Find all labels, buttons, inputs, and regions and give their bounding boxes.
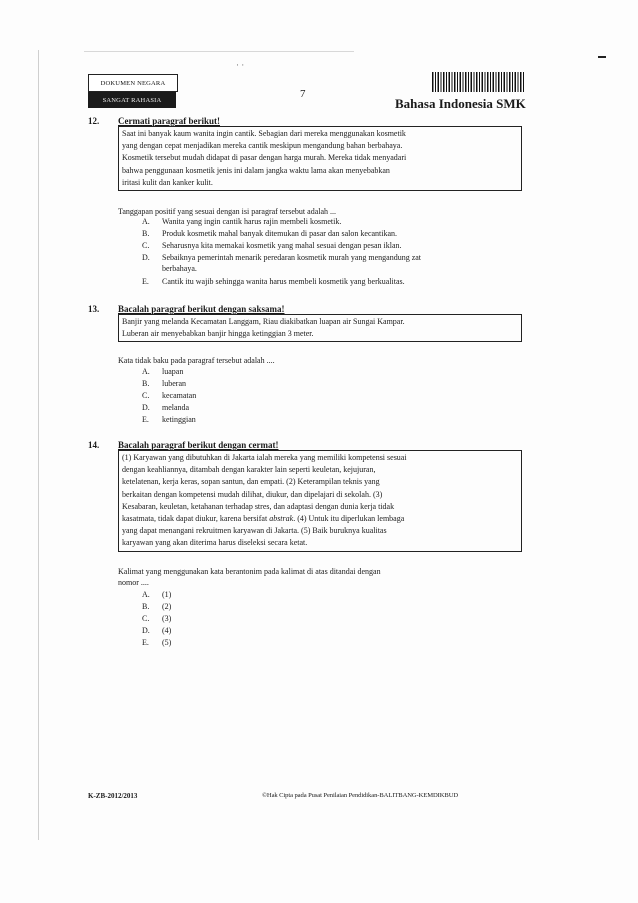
option-text-continued: berbahaya. <box>162 264 197 273</box>
passage-line: karyawan yang akan diterima harus diseleksi secara ketat. <box>122 538 308 548</box>
option-letter: E. <box>142 638 149 647</box>
question-14-heading: Bacalah paragraf berikut dengan cermat! <box>118 440 279 450</box>
option-letter: A. <box>142 590 150 599</box>
option-letter: C. <box>142 391 150 400</box>
option-text: luberan <box>162 379 186 388</box>
question-13-number: 13. <box>88 304 100 314</box>
document-label: DOKUMEN NEGARA <box>88 74 178 92</box>
option-text: melanda <box>162 403 190 412</box>
question-13-heading: Bacalah paragraf berikut dengan saksama! <box>118 304 285 314</box>
option-text: ketinggian <box>162 415 196 424</box>
question-13-prompt: Kata tidak baku pada paragraf tersebut adalah .... <box>118 356 275 365</box>
option-letter: B. <box>142 602 150 611</box>
passage-line: Luberan air menyebabkan banjir hingga ketinggian 3 meter. <box>122 329 314 339</box>
scan-edge-line <box>38 50 39 840</box>
option-letter: E. <box>142 415 149 424</box>
passage-line: yang dapat menangani rekruitmen karyawan di Jakarta. (5) Baik buruknya kualitas <box>122 526 387 536</box>
option-letter: D. <box>142 253 150 262</box>
passage-line: ketelatenan, kerja keras, sopan santun, dan empati. (2) Keterampilan teknis yang <box>122 477 380 487</box>
margin-dash-mark <box>598 56 606 58</box>
passage-line: Kosmetik tersebut mudah didapat di pasar dengan harga murah. Mereka tidak menyadari <box>122 153 407 163</box>
option-letter: A. <box>142 367 150 376</box>
scan-dots: · · <box>236 60 245 70</box>
option-letter: A. <box>142 217 150 226</box>
passage-line: bahwa penggunaan kosmetik jenis ini dalam jangka waktu lama akan menyebabkan <box>122 165 390 175</box>
option-text: kecamatan <box>162 391 197 400</box>
question-12-passage <box>118 126 522 191</box>
option-letter: C. <box>142 614 150 623</box>
option-letter: D. <box>142 403 150 412</box>
question-14-prompt-continued: nomor .... <box>118 578 149 587</box>
question-12-prompt: Tanggapan positif yang sesuai dengan isi paragraf tersebut adalah ... <box>118 207 337 216</box>
option-letter: C. <box>142 241 150 250</box>
option-text: Cantik itu wajib sehingga wanita harus membeli kosmetik yang berkualitas. <box>162 277 405 286</box>
emphasized-word: abstrak <box>269 514 294 524</box>
passage-line: (1) Karyawan yang dibutuhkan di Jakarta ialah mereka yang memiliki kompetensi sesuai <box>122 453 407 462</box>
passage-line: berkaitan dengan kompetensi mudah dilihat, diukur, dan dipelajari di sekolah. (3) <box>122 489 383 499</box>
option-text: (2) <box>162 602 172 611</box>
option-letter: B. <box>142 229 150 238</box>
passage-line: iritasi kulit dan kanker kulit. <box>122 177 213 187</box>
option-text: Wanita yang ingin cantik harus rajin membeli kosmetik. <box>162 217 342 226</box>
question-12-number: 12. <box>88 116 100 126</box>
option-text: (3) <box>162 614 172 623</box>
question-14-prompt: Kalimat yang menggunakan kata berantonim pada kalimat di atas ditandai dengan <box>118 567 381 576</box>
subject-title: Bahasa Indonesia SMK <box>395 96 526 111</box>
copyright-notice: ©Hak Cipta pada Pusat Penilaian Pendidikan-BALITBANG-KEMDIKBUD <box>262 792 459 799</box>
option-letter: B. <box>142 379 150 388</box>
question-13-passage <box>118 314 522 342</box>
passage-line: Saat ini banyak kaum wanita ingin cantik. Sebagian dari mereka menggunakan kosmetik <box>122 129 406 138</box>
option-text: luapan <box>162 367 184 376</box>
passage-line: Banjir yang melanda Kecamatan Langgam, Riau diakibatkan luapan air Sungai Kampar. <box>122 317 405 326</box>
passage-line: dengan keahliannya, ditambah dengan karakter lain seperti keuletan, kejujuran, <box>122 465 376 475</box>
option-text: Sebaiknya pemerintah menarik peredaran kosmetik murah yang mengandung zat <box>162 253 422 262</box>
question-14-passage <box>118 450 522 552</box>
option-letter: D. <box>142 626 150 635</box>
question-12-heading: Cermati paragraf berikut! <box>118 116 220 126</box>
option-letter: E. <box>142 277 149 286</box>
question-14-number: 14. <box>88 440 100 450</box>
option-text: (5) <box>162 638 172 647</box>
secret-label: SANGAT RAHASIA <box>88 92 176 108</box>
option-text: (4) <box>162 626 172 635</box>
option-text: Produk kosmetik mahal banyak ditemukan di pasar dan salon kecantikan. <box>162 229 398 238</box>
scan-top-line <box>84 51 354 52</box>
option-text: Seharusnya kita memakai kosmetik yang mahal sesuai dengan pesan iklan. <box>162 241 402 250</box>
option-text: (1) <box>162 590 172 599</box>
passage-line: Kesabaran, keuletan, ketahanan terhadap stres, dan adaptasi dengan dunia kerja tidak <box>122 501 395 511</box>
page-number: 7 <box>300 88 306 100</box>
exam-code: K-ZB-2012/2013 <box>88 792 138 800</box>
passage-line: yang dengan cepat menjadikan mereka cantik meskipun mengandung bahan berbahaya. <box>122 141 403 151</box>
barcode-icon <box>432 72 524 92</box>
passage-line: kasatmata, tidak dapat diukur, karena bersifat abstrak. (4) Untuk itu diperlukan lembaga <box>122 514 405 524</box>
